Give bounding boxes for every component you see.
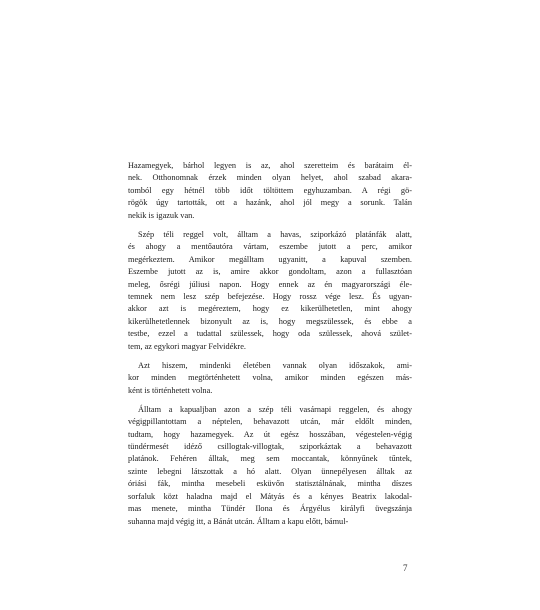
text-line: sorfaluk közt haladna majd el Mátyás és a kényes Beatrix lakodal-: [128, 491, 412, 501]
text-line: végigpillantottam a néptelen, behavazott utcán, már eldőlt minden,: [128, 417, 412, 427]
text-line: óriási fák, mintha mesebeli esküvőn statisztálnának, mintha díszes: [128, 479, 412, 489]
page-body: [128, 160, 412, 528]
text-line: kor minden megtörténhetett volna, amikor minden egészen más-: [128, 373, 412, 383]
text-line: szinte lebegni látszottak a hó alatt. Olyan ünnepélyesen álltak az: [128, 466, 412, 476]
page-number: 7: [403, 563, 408, 573]
paragraph: [128, 229, 412, 354]
paragraph: [128, 404, 412, 529]
text-line: tudtam, hogy hazamegyek. Az út egész hosszában, végestelen-végig: [128, 429, 412, 439]
text-line: megérkeztem. Amikor megálltam ugyanitt, a kapuval szemben.: [128, 254, 412, 264]
text-line: temnek nem lesz szép befejezése. Hogy rossz vége lesz. És ugyan-: [128, 292, 412, 302]
text-line: tem, az egykori magyar Felvidékre.: [128, 341, 246, 351]
text-line: nek. Otthonomnak érzek minden olyan helyet, ahol szabad akara-: [128, 173, 412, 183]
text-line: és ahogy a mentőautóra vártam, eszembe jutott a perc, amikor: [128, 242, 412, 252]
text-line: nekik is igazuk van.: [128, 210, 195, 220]
text-line: suhanna majd végig itt, a Bánát utcán. Álltam a kapu előtt, bámul-: [128, 516, 349, 526]
text-line: tomból egy hétnél több időt töltöttem egyhuzamban. A régi gö-: [128, 185, 412, 195]
text-line: meleg, ősrégi júliusi napon. Hogy ennek az én magyarországi éle-: [128, 279, 412, 289]
text-line: akkor azt is megéreztem, hogy ez kikerülhetetlen, mint ahogy: [128, 304, 412, 314]
text-line: testbe, ezzel a tudattal szülessek, hogy oda szülessek, ahová szület-: [128, 329, 412, 339]
text-line: Szép téli reggel volt, álltam a havas, sziporkázó platánfák alatt,: [138, 229, 412, 239]
text-line: tündérmesét idéző csillogtak-villogtak, sziporkáztak a behavazott: [128, 442, 412, 452]
text-line: Eszembe jutott az is, amire akkor gondoltam, azon a fullasztóan: [128, 267, 412, 277]
text-line: Hazamegyek, bárhol legyen is az, ahol szeretteim és barátaim él-: [128, 161, 412, 170]
text-line: ként is történhetett volna.: [128, 385, 213, 395]
paragraph: [128, 160, 412, 222]
text-line: kikerülhetetlennek bizonyult az is, hogy megszülessek, és ebbe a: [128, 316, 412, 326]
paragraph: [128, 360, 412, 397]
text-line: rögök úgy tartották, ott a hazánk, ahol jól megy a sorunk. Talán: [128, 198, 412, 208]
text-line: Azt hiszem, mindenki életében vannak olyan időszakok, ami-: [138, 360, 412, 370]
text-line: mas menete, mintha Tündér Ilona és Árgyélus királyfi üvegszánja: [128, 504, 412, 514]
text-line: Álltam a kapualjban azon a szép téli vasárnapi reggelen, és ahogy: [138, 404, 412, 414]
text-line: platánok. Fehéren álltak, meg sem moccantak, könnyűnek tűntek,: [128, 454, 412, 464]
